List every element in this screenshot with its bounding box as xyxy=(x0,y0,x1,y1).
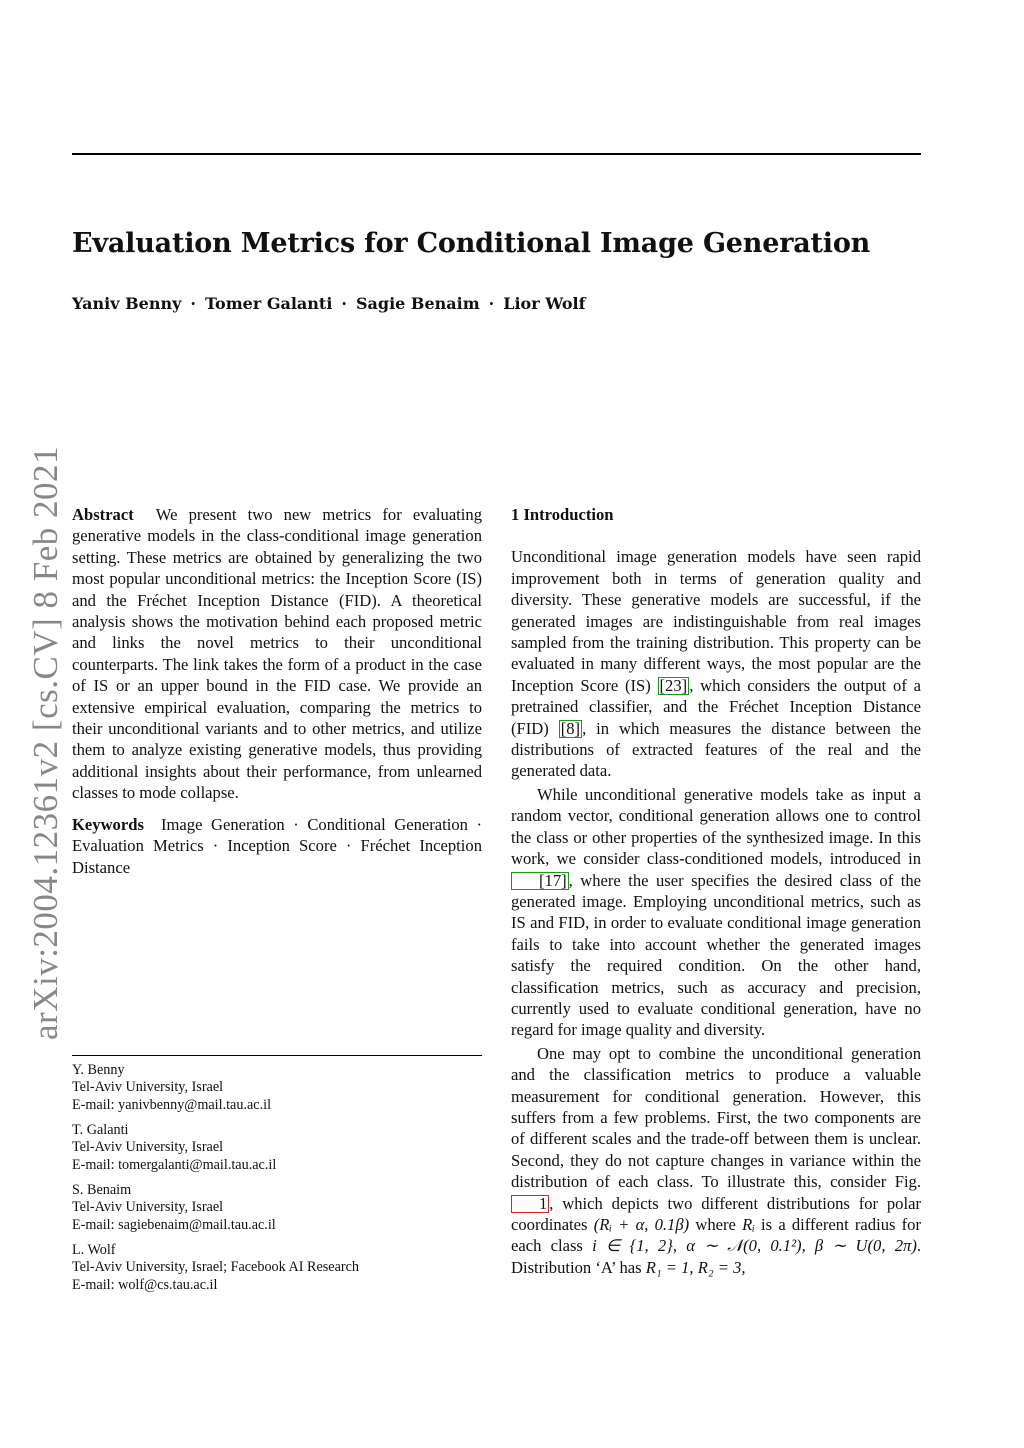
affiliation-name: S. Benaim xyxy=(72,1182,132,1198)
affiliation-email: E-mail: tomergalanti@mail.tau.ac.il xyxy=(72,1156,277,1173)
author-name: Yaniv Benny xyxy=(72,294,182,313)
citation-link[interactable]: [23] xyxy=(659,675,688,695)
footnote-rule xyxy=(72,1055,482,1056)
text-run: Unconditional image generation models have seen rapid improvement both in terms of generation quality and diversity. These generative models are successful, if the generated images are indistinguishable from real images sampled from the training distribution. This property can be evaluated in many different ways, the most popular are the Inception Score (IS) xyxy=(511,547,921,695)
affiliation-block xyxy=(72,1182,492,1234)
affiliation-institution: Tel-Aviv University, Israel; Facebook AI Research xyxy=(72,1259,359,1276)
affiliation-block xyxy=(72,1242,492,1294)
text-run: is a different radius for each class xyxy=(511,1215,921,1256)
affiliation-institution: Tel-Aviv University, Israel xyxy=(72,1139,224,1156)
affiliation-email: E-mail: yanivbenny@mail.tau.ac.il xyxy=(72,1096,272,1113)
text-run: where xyxy=(689,1215,743,1234)
affiliation-institution: Tel-Aviv University, Israel xyxy=(72,1199,224,1216)
math-expression: i ∈ {1, 2}, α ∼ 𝒩(0, 0.1²), β ∼ U(0, 2π) xyxy=(592,1236,917,1256)
text-run: , where the user specifies the desired class of the generated image. Employing unconditional metrics, such as IS and FID, in order to evaluate conditional image generation fails to take into account whether the generated images satisfy the required condition. On the other hand, classification metrics, such as accuracy and precision, currently used to evaluate conditional generation, have no regard for image quality and diversity. xyxy=(511,870,921,1040)
keywords-label: Keywords xyxy=(72,814,144,834)
affiliation-institution: Tel-Aviv University, Israel xyxy=(72,1079,224,1096)
text-run: , in which measures the distance between the distributions of extracted features of the real and the generated data. xyxy=(511,718,921,781)
math-expression: (Rᵢ + α, 0.1β) xyxy=(593,1215,690,1234)
affiliation-email: E-mail: wolf@cs.tau.ac.il xyxy=(72,1276,218,1293)
affiliation-email: E-mail: sagiebenaim@mail.tau.ac.il xyxy=(72,1216,276,1233)
figure-link[interactable]: 1 xyxy=(511,1195,549,1213)
text-run: While unconditional generative models take as input a random vector, conditional generation allows one to control the class or other properties of the synthesized image. In this work, we consider class-conditioned models, introduced in xyxy=(511,784,921,869)
affiliation-name: L. Wolf xyxy=(72,1242,116,1258)
top-rule xyxy=(72,153,921,155)
author-name: Tomer Galanti xyxy=(204,294,333,313)
author-list xyxy=(72,294,772,313)
author-separator: · xyxy=(190,294,196,313)
keywords xyxy=(72,814,482,878)
intro-paragraph-1 xyxy=(511,546,921,781)
right-column xyxy=(511,504,921,1278)
keywords-text: Image Generation · Conditional Generation · Evaluation Metrics · Inception Score · Fréchet Inception Distance xyxy=(72,814,483,877)
abstract xyxy=(72,504,482,804)
intro-paragraph-3 xyxy=(511,1043,921,1278)
citation-link[interactable]: [17] xyxy=(511,872,569,890)
math-expression: Rᵢ xyxy=(742,1215,755,1234)
affiliation-block xyxy=(72,1062,492,1114)
author-name: Sagie Benaim xyxy=(355,294,480,313)
citation-link[interactable]: [8] xyxy=(560,718,581,738)
author-separator: · xyxy=(488,294,495,313)
text-run: One may opt to combine the unconditional generation and the classification metrics to produce a valuable measurement for conditional generation. However, this suffers from a few problems. First, the two components are of different scales and the trade-off between them is unclear. Second, they do not capture changes in variance within the distribution of each class. To illustrate this, consider Fig. xyxy=(511,1043,921,1192)
left-column xyxy=(72,504,482,878)
abstract-label: Abstract xyxy=(72,505,134,524)
affiliation-name: T. Galanti xyxy=(72,1122,129,1138)
abstract-text: We present two new metrics for evaluating generative models in the class-conditional image generation setting. These metrics are obtained by generalizing the two most popular unconditional metrics: the Inception Score (IS) and the Fréchet Inception Distance (FID). A theoretical analysis shows the motivation behind each proposed metric and links the novel metrics to their unconditional counterparts. The link takes the form of a product in the case of IS or an upper bound in the FID case. We provide an extensive empirical evaluation, comparing the metrics to their unconditional variants and to other metrics, and utilize them to analyze existing generative models, thus providing additional insights about their performance, from unlearned classes to mode collapse. xyxy=(72,505,482,803)
arxiv-sidebar-stamp: arXiv:2004.12361v2 [cs.CV] 8 Feb 2021 xyxy=(26,445,65,1040)
text-run: , which considers the output of a pretrained classifier, and the Fréchet Inception Distance (FID) xyxy=(511,675,921,738)
section-heading-introduction: 1 Introduction xyxy=(511,505,614,524)
author-name: Lior Wolf xyxy=(503,294,586,313)
affiliation-name: Y. Benny xyxy=(72,1062,125,1078)
text-run: , which depicts two different distributions for polar coordinates xyxy=(511,1193,921,1234)
paper-title: Evaluation Metrics for Conditional Image Generation xyxy=(72,228,871,259)
intro-paragraph-2 xyxy=(511,784,921,1041)
text-run: . Distribution ‘A’ has xyxy=(511,1236,921,1277)
affiliation-block xyxy=(72,1122,492,1174)
math-expression: R₁ = 1, R₂ = 3, xyxy=(645,1257,746,1277)
author-separator: · xyxy=(341,294,347,313)
